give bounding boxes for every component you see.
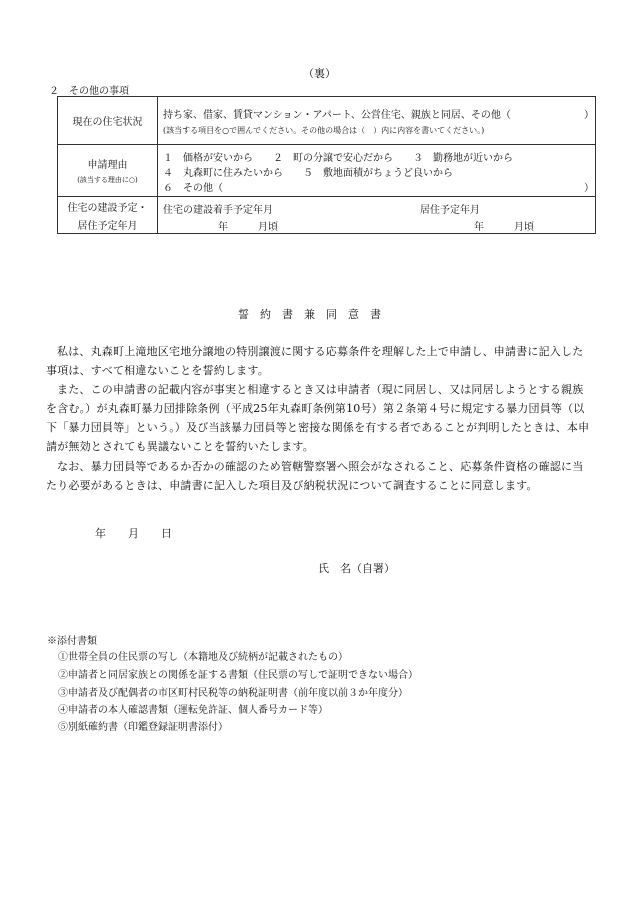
reasons-line-2: ４ 丸森町に住みたいから ５ 敷地面積がちょうど良いから <box>163 167 453 179</box>
attachment-item: ⑤別紙確約書（印鑑登録証明書添付） <box>58 722 228 733</box>
page-marker: （裏） <box>303 67 336 80</box>
header-schedule-line-2: 居住予定年月 <box>77 220 138 232</box>
cell-schedule-header <box>58 197 158 234</box>
pledge-title: 誓 約 書 兼 同 意 書 <box>238 308 381 321</box>
attachment-item: ②申請者と同居家族との関係を証する書類（住民票の写しで証明できない場合） <box>58 670 418 681</box>
housing-info-table <box>57 96 596 234</box>
move-in-date: 年 月頃 <box>474 221 534 233</box>
header-housing-status: 現在の住宅状況 <box>58 97 158 145</box>
table-row-schedule <box>58 197 596 234</box>
header-reason-note: (該当する理由に○) <box>77 176 138 184</box>
header-reason: 申請理由 <box>87 160 128 171</box>
reasons-line-3: ６ その他（ <box>163 182 223 194</box>
table-row-housing-status <box>58 97 596 145</box>
build-start-date: 年 月頃 <box>218 221 278 233</box>
attachment-item: ④申請者の本人確認書類（運転免許証、個人番号カード等） <box>58 705 328 716</box>
cell-housing-status <box>158 97 596 145</box>
pledge-paragraph-3: なお、暴力団員等であるか否かの確認のため管轄警察署へ照会がなされること、応募条件資格の確認に当たり必要があるときは、申請書に記入した項目及び納税状況について調査することに同意します。 <box>46 460 584 492</box>
cell-schedule <box>158 197 596 234</box>
date-line: 年 月 日 <box>95 527 172 540</box>
pledge-paragraph-1: 私は、丸森町上滝地区宅地分譲地の特別譲渡に関する応募条件を理解した上で申請し、申請書に記入した事項は、すべて相違ないことを誓約します。 <box>46 345 584 377</box>
attachment-item: ①世帯全員の住民票の写し（本籍地及び続柄が記載されたもの） <box>58 652 348 663</box>
attachment-item: ③申請者及び配偶者の市区町村民税等の納税証明書（前年度以前３か年度分） <box>58 688 408 699</box>
reasons-other-close: ） <box>584 182 594 194</box>
pledge-paragraph-2: また、この申請書の記載内容が事実と相違するとき又は申請者（現に同居し、又は同居しようとする親族を含む。）が丸森町暴力団排除条例（平成25年丸森町条例第10号）第２条第４号に規定する暴力団員等（以下「暴力団員等」という。）及び当該暴力団員等と密接な関係を有する者であることが判明したときは、本申請が無効とされても異議ないことを誓約いたします。 <box>46 383 590 453</box>
table-row-reason <box>58 145 596 197</box>
housing-instruction: (該当する項目を○で囲んでください。その他の場合は（ ）内に内容を書いてください。) <box>163 125 485 135</box>
housing-options: 持ち家、借家、賃貸マンション・アパート、公営住宅、親族と同居、その他（ <box>163 109 511 121</box>
move-in-label: 居住予定年月 <box>420 204 480 216</box>
header-schedule-line-1: 住宅の建設予定・ <box>67 202 148 214</box>
housing-other-close: ） <box>584 109 594 121</box>
cell-reason-header <box>58 145 158 197</box>
reasons-line-1: １ 価格が安いから ２ 町の分譲で安心だから ３ 勤務地が近いから <box>163 152 513 164</box>
cell-reasons <box>158 145 596 197</box>
section-heading: ２ その他の事項 <box>49 86 129 97</box>
build-start-label: 住宅の建設着手予定年月 <box>163 204 273 216</box>
signature-label: 氏 名（自署） <box>318 562 395 575</box>
attachments-heading: ※添付書類 <box>47 636 97 647</box>
